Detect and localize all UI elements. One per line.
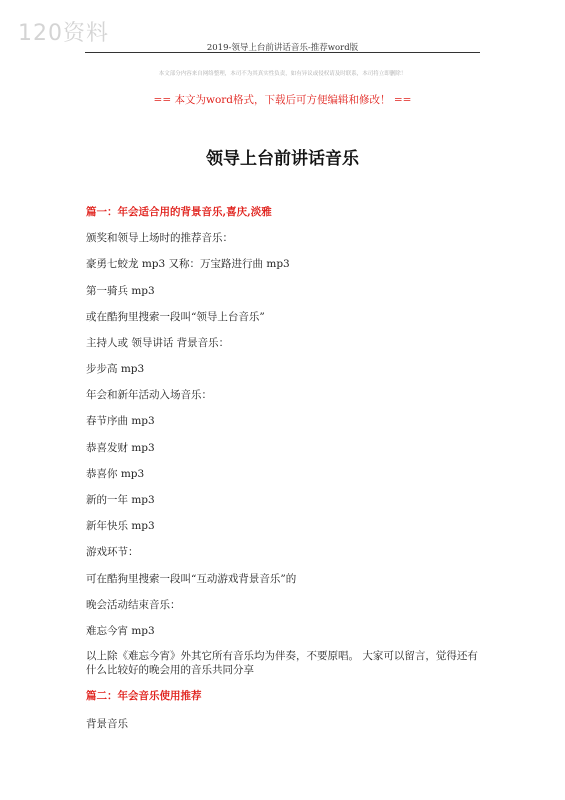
body-line: 恭喜你 mp3 bbox=[86, 468, 145, 480]
header-title: 2019-领导上台前讲话音乐-推荐word版 bbox=[206, 43, 359, 53]
body-line: 豪勇七蛟龙 mp3 又称：万宝路进行曲 mp3 bbox=[86, 258, 290, 270]
body-line: 年会和新年活动入场音乐： bbox=[86, 389, 212, 401]
body-line: 春节序曲 mp3 bbox=[86, 415, 155, 427]
document-title: 领导上台前讲话音乐 bbox=[206, 149, 359, 169]
body-line: 难忘今宵 mp3 bbox=[86, 625, 155, 637]
closing-paragraph: 以上除《难忘今宵》外其它所有音乐均为伴奏，不要原唱。 大家可以留言，觉得还有什么比较好的晚会用的音乐共同分享 bbox=[86, 650, 478, 676]
watermark-logo: 120资料 bbox=[18, 21, 109, 46]
body-line: 或在酷狗里搜索一段叫“领导上台音乐” bbox=[86, 311, 265, 323]
body-line: 第一骑兵 mp3 bbox=[86, 285, 155, 297]
section-heading-2: 篇二：年会音乐使用推荐 bbox=[86, 690, 202, 702]
format-notice: == 本文为word格式，下载后可方便编辑和修改！ == bbox=[153, 94, 412, 106]
header-divider bbox=[85, 52, 480, 53]
body-line: 新年快乐 mp3 bbox=[86, 520, 155, 532]
body-line: 背景音乐 bbox=[86, 718, 128, 730]
body-line: 恭喜发财 mp3 bbox=[86, 442, 155, 454]
body-line: 新的一年 mp3 bbox=[86, 494, 155, 506]
body-line: 颁奖和领导上场时的推荐音乐： bbox=[86, 232, 233, 244]
section-heading-1: 篇一：年会适合用的背景音乐,喜庆,淡雅 bbox=[86, 206, 272, 218]
body-line: 可在酷狗里搜索一段叫“互动游戏背景音乐”的 bbox=[86, 573, 297, 585]
body-line: 游戏环节： bbox=[86, 546, 139, 558]
disclaimer-text: 本文部分内容来自网络整理，本司不为其真实性负责，如有异议或侵权请及时联系，本司将立即删除！ bbox=[158, 71, 407, 77]
body-line: 晚会活动结束音乐： bbox=[86, 599, 181, 611]
body-line: 步步高 mp3 bbox=[86, 363, 145, 375]
body-line: 主持人或 领导讲话 背景音乐： bbox=[86, 337, 230, 349]
